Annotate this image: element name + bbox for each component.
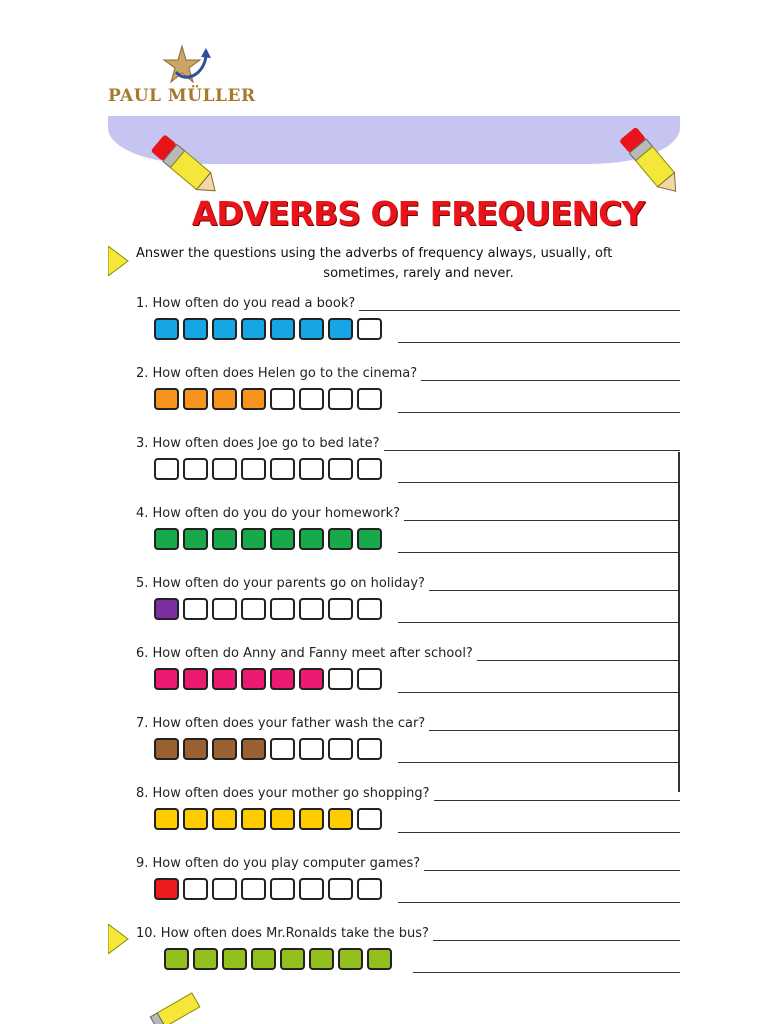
frequency-box xyxy=(154,458,179,480)
frequency-box xyxy=(270,388,295,410)
question-text: 8. How often does your mother go shopping? xyxy=(136,786,430,801)
question-answer-line[interactable] xyxy=(434,800,680,801)
frequency-box xyxy=(328,668,353,690)
brand-name: PAUL MÜLLER xyxy=(108,86,256,106)
answer-line[interactable] xyxy=(398,342,680,343)
instructions-line-1: Answer the questions using the adverbs of frequency always, usually, oft xyxy=(136,246,613,261)
answer-line[interactable] xyxy=(398,762,680,763)
frequency-box xyxy=(251,948,276,970)
frequency-scale xyxy=(154,668,386,690)
answer-line[interactable] xyxy=(398,692,680,693)
frequency-box xyxy=(299,738,324,760)
frequency-box xyxy=(328,738,353,760)
frequency-box xyxy=(193,948,218,970)
frequency-box xyxy=(154,318,179,340)
frequency-box xyxy=(299,528,324,550)
question-text: 4. How often do you do your homework? xyxy=(136,506,401,521)
question-answer-line[interactable] xyxy=(429,730,680,731)
question-text: 2. How often does Helen go to the cinema? xyxy=(136,366,418,381)
frequency-box xyxy=(270,668,295,690)
frequency-box xyxy=(222,948,247,970)
frequency-box xyxy=(241,668,266,690)
frequency-box xyxy=(357,598,382,620)
frequency-box xyxy=(357,458,382,480)
question-text: 3. How often does Joe go to bed late? xyxy=(136,436,380,451)
frequency-box xyxy=(241,738,266,760)
frequency-box xyxy=(241,808,266,830)
frequency-box xyxy=(241,598,266,620)
frequency-box xyxy=(328,808,353,830)
frequency-scale xyxy=(154,318,386,340)
frequency-box xyxy=(164,948,189,970)
frequency-box xyxy=(270,598,295,620)
frequency-box xyxy=(154,738,179,760)
question-answer-line[interactable] xyxy=(477,660,680,661)
frequency-box xyxy=(299,318,324,340)
frequency-box xyxy=(183,808,208,830)
frequency-box xyxy=(357,388,382,410)
question-item xyxy=(108,576,680,636)
question-item xyxy=(108,926,680,986)
question-text: 10. How often does Mr.Ronalds take the bus? xyxy=(136,926,429,941)
question-answer-line[interactable] xyxy=(424,870,680,871)
frequency-box xyxy=(357,528,382,550)
frequency-box xyxy=(270,808,295,830)
pencil-icon xyxy=(142,122,232,202)
frequency-box xyxy=(154,528,179,550)
frequency-scale xyxy=(164,948,396,970)
question-item xyxy=(108,646,680,706)
frequency-box xyxy=(241,458,266,480)
frequency-scale xyxy=(154,808,386,830)
frequency-box xyxy=(299,598,324,620)
frequency-box xyxy=(328,458,353,480)
frequency-scale xyxy=(154,388,386,410)
frequency-box xyxy=(212,318,237,340)
instructions-line-2: sometimes, rarely and never. xyxy=(323,266,514,281)
frequency-box xyxy=(241,528,266,550)
frequency-scale xyxy=(154,598,386,620)
star-arrow-logo-icon xyxy=(160,44,214,86)
question-text: 1. How often do you read a book? xyxy=(136,296,356,311)
pencil-tip-icon xyxy=(108,246,132,276)
frequency-scale xyxy=(154,878,386,900)
logo xyxy=(108,44,268,110)
frequency-scale xyxy=(154,528,386,550)
frequency-box xyxy=(154,598,179,620)
question-answer-line[interactable] xyxy=(421,380,680,381)
frequency-box xyxy=(154,878,179,900)
frequency-box xyxy=(183,738,208,760)
question-item xyxy=(108,506,680,566)
frequency-box xyxy=(212,528,237,550)
question-answer-line[interactable] xyxy=(359,310,680,311)
frequency-box xyxy=(270,318,295,340)
frequency-box xyxy=(154,808,179,830)
question-answer-line[interactable] xyxy=(429,590,680,591)
instructions xyxy=(136,244,680,284)
frequency-box xyxy=(299,388,324,410)
answer-line[interactable] xyxy=(398,622,680,623)
question-answer-line[interactable] xyxy=(404,520,680,521)
frequency-box xyxy=(212,388,237,410)
frequency-box xyxy=(328,318,353,340)
frequency-box xyxy=(299,458,324,480)
frequency-box xyxy=(212,878,237,900)
frequency-box xyxy=(183,458,208,480)
answer-line[interactable] xyxy=(398,482,680,483)
right-margin-line xyxy=(678,452,680,792)
pencil-icon xyxy=(608,118,680,198)
frequency-box xyxy=(367,948,392,970)
question-item xyxy=(108,366,680,426)
question-text: 7. How often does your father wash the car? xyxy=(136,716,426,731)
question-text: 9. How often do you play computer games? xyxy=(136,856,421,871)
answer-line[interactable] xyxy=(398,832,680,833)
answer-line[interactable] xyxy=(398,412,680,413)
frequency-box xyxy=(328,528,353,550)
frequency-scale xyxy=(154,458,386,480)
frequency-box xyxy=(212,808,237,830)
frequency-box xyxy=(328,598,353,620)
frequency-box xyxy=(328,388,353,410)
frequency-box xyxy=(183,528,208,550)
frequency-box xyxy=(357,808,382,830)
frequency-box xyxy=(154,388,179,410)
question-item xyxy=(108,436,680,496)
frequency-box xyxy=(183,598,208,620)
frequency-box xyxy=(270,458,295,480)
frequency-box xyxy=(328,878,353,900)
frequency-box xyxy=(280,948,305,970)
frequency-box xyxy=(212,668,237,690)
frequency-box xyxy=(357,668,382,690)
question-answer-line[interactable] xyxy=(384,450,680,451)
answer-line[interactable] xyxy=(413,972,680,973)
frequency-box xyxy=(270,878,295,900)
question-item xyxy=(108,856,680,916)
frequency-box xyxy=(183,388,208,410)
frequency-box xyxy=(212,458,237,480)
frequency-box xyxy=(270,528,295,550)
frequency-box xyxy=(299,878,324,900)
frequency-box xyxy=(183,668,208,690)
frequency-box xyxy=(338,948,363,970)
frequency-box xyxy=(212,738,237,760)
frequency-scale xyxy=(154,738,386,760)
answer-line[interactable] xyxy=(398,552,680,553)
question-text: 5. How often do your parents go on holiday? xyxy=(136,576,425,591)
question-answer-line[interactable] xyxy=(433,940,680,941)
frequency-box xyxy=(309,948,334,970)
worksheet-title: ADVERBS OF FREQUENCY xyxy=(191,194,645,233)
question-item xyxy=(108,296,680,356)
frequency-box xyxy=(299,668,324,690)
frequency-box xyxy=(357,738,382,760)
frequency-box xyxy=(241,388,266,410)
frequency-box xyxy=(183,878,208,900)
pencil-icon xyxy=(148,992,208,1024)
frequency-box xyxy=(299,808,324,830)
frequency-box xyxy=(357,318,382,340)
frequency-box xyxy=(183,318,208,340)
question-item xyxy=(108,716,680,776)
question-item xyxy=(108,786,680,846)
answer-line[interactable] xyxy=(398,902,680,903)
frequency-box xyxy=(154,668,179,690)
frequency-box xyxy=(241,318,266,340)
frequency-box xyxy=(212,598,237,620)
worksheet xyxy=(108,116,680,1024)
frequency-box xyxy=(357,878,382,900)
question-text: 6. How often do Anny and Fanny meet after school? xyxy=(136,646,473,661)
frequency-box xyxy=(241,878,266,900)
frequency-box xyxy=(270,738,295,760)
